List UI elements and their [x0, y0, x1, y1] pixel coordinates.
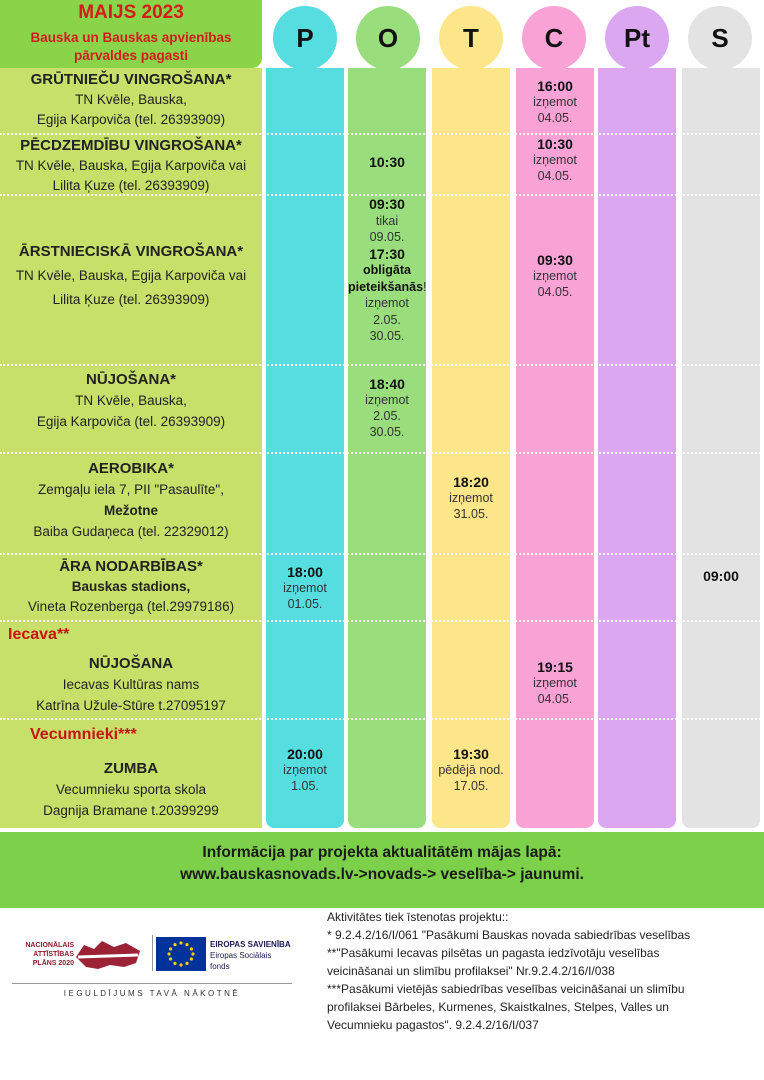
schedule-cell [516, 136, 594, 184]
session-note: izņemot [533, 153, 577, 167]
activity-location: Bauskas stadions, [71, 579, 191, 594]
slogan: IEGULDĪJUMS TAVĀ NĀKOTNĒ [63, 989, 241, 998]
session-time: 09:30 [537, 252, 573, 268]
page-title: MAIJS 2023 [78, 2, 184, 23]
schedule-cell [432, 474, 510, 522]
activity-contact: Baiba Gudaņeca (tel. 22329012) [33, 524, 229, 539]
nap-logo-text [12, 941, 74, 968]
schedule-cell [348, 154, 426, 170]
activity-contact: Egija Karpoviča (tel. 26393909) [36, 112, 226, 127]
eu-logo-text [210, 939, 302, 972]
session-note: izņemot [533, 269, 577, 283]
session-date: 2.05. [373, 409, 401, 423]
eu-line: fonds [210, 962, 230, 971]
logos-block [12, 935, 302, 1005]
column-saturday [682, 68, 760, 828]
session-note: ! [423, 279, 427, 294]
row-divider [0, 364, 764, 366]
nap-line: ATTĪSTĪBAS [33, 951, 74, 958]
session-time: 19:30 [453, 746, 489, 762]
day-circle-p: P [273, 6, 337, 70]
schedule-cell [432, 746, 510, 794]
activity-location: Iecavas Kultūras nams [62, 677, 200, 692]
row-divider [0, 553, 764, 555]
activity-title: GRŪTNIEČU VINGROŠANA* [30, 71, 232, 88]
session-date: 04.05. [537, 169, 573, 183]
eu-flag-icon [156, 937, 206, 971]
activity-aerobika [0, 458, 262, 542]
row-divider [0, 718, 764, 720]
activity-contact: Vineta Rozenberga (tel.29979186) [27, 599, 235, 614]
note-line: profilaksei Bārbeles, Kurmenes, Skaistkalnes, Stelpes, Valles un [327, 1000, 669, 1014]
session-time: 10:30 [537, 136, 573, 152]
session-date: 30.05. [369, 425, 405, 439]
row-divider [0, 133, 764, 135]
session-note: izņemot [533, 676, 577, 690]
nap-line: NACIONĀLAIS [25, 942, 74, 949]
session-date: 09.05. [369, 230, 405, 244]
activity-ara-nodarbibas [0, 557, 262, 617]
activity-title: AEROBIKA* [88, 460, 174, 477]
session-date: 1.05. [291, 779, 319, 793]
session-date: 2.05. [373, 312, 401, 327]
activity-iecava-nujosana [0, 653, 262, 716]
activity-title: ĀRSTNIECISKĀ VINGROŠANA* [18, 243, 244, 260]
activity-location: TN Kvēle, Bauska, [75, 393, 187, 408]
column-tuesday [348, 68, 426, 828]
latvia-map-icon [74, 937, 144, 973]
page-subtitle-line2: pārvaldes pagasti [73, 48, 189, 63]
session-date: 04.05. [537, 285, 573, 299]
session-time: 09:00 [703, 568, 739, 584]
activity-contact: Lilita Ķuze (tel. 26393909) [52, 292, 210, 307]
session-time: 16:00 [537, 78, 573, 94]
activity-pecdzemdibu [0, 136, 262, 196]
session-date: 17.05. [453, 779, 489, 793]
info-line1: Informācija par projekta aktualitātēm mājas lapā: [202, 844, 562, 861]
activity-title: PĒCDZEMDĪBU VINGROŠANA* [20, 137, 242, 154]
activity-location: TN Kvēle, Bauska, Egija Karpoviča vai [15, 268, 247, 283]
activity-title: NŪJOŠANA* [85, 371, 176, 388]
session-note: pieteikšanās [348, 279, 424, 294]
session-note: izņemot [449, 491, 493, 505]
activity-contact: Egija Karpoviča (tel. 26393909) [36, 414, 226, 429]
schedule-cell [516, 78, 594, 126]
schedule-cell [516, 252, 594, 300]
day-circle-t: T [439, 6, 503, 70]
session-date: 31.05. [453, 507, 489, 521]
session-note: pēdējā nod. [438, 763, 504, 777]
schedule-cell [266, 746, 344, 794]
info-website[interactable]: www.bauskasnovads.lv->novads-> veselība-> jaunumi. [180, 866, 584, 883]
session-date: 30.05. [369, 329, 405, 343]
schedule-cell [266, 564, 344, 612]
note-line: * 9.2.4.2/16/I/061 "Pasākumi Bauskas novada sabiedrības veselības [327, 928, 691, 942]
session-time: 19:15 [537, 659, 573, 675]
activity-contact: Lilita Ķuze (tel. 26393909) [52, 178, 210, 193]
session-date: 04.05. [537, 692, 573, 706]
session-note: izņemot [283, 581, 327, 595]
schedule-cell [348, 376, 426, 440]
day-circle-c: C [522, 6, 586, 70]
session-date: 04.05. [537, 111, 573, 125]
notes-intro: Aktivitātes tiek īstenotas projektu:: [327, 910, 509, 924]
note-line: veicināšanai un slimību profilaksei" Nr.9.2.4.2/16/I/038 [327, 964, 615, 978]
activity-place: Mežotne [104, 503, 158, 518]
note-line: **"Pasākumi Iecavas pilsētas un pagasta iedzīvotāju veselības [327, 946, 660, 960]
activity-nujosana [0, 369, 262, 432]
activity-zumba [0, 758, 262, 821]
activity-location: TN Kvēle, Bauska, Egija Karpoviča vai [15, 158, 247, 173]
logo-divider [152, 935, 153, 971]
project-notes [327, 908, 757, 1034]
session-note: izņemot [365, 296, 409, 310]
session-time: 20:00 [287, 746, 323, 762]
column-monday [266, 68, 344, 828]
activity-title: ZUMBA [103, 760, 159, 777]
row-divider [0, 620, 764, 622]
logo-rule [12, 983, 292, 984]
day-circle-o: O [356, 6, 420, 70]
activity-location: TN Kvēle, Bauska, [75, 92, 187, 107]
session-time: 17:30 [369, 245, 405, 262]
column-friday [598, 68, 676, 828]
schedule-cell [682, 568, 760, 584]
session-time: 18:00 [287, 564, 323, 580]
session-note: tikai [375, 213, 399, 228]
schedule-cell [348, 196, 426, 345]
eu-line: EIROPAS SAVIENĪBA [210, 940, 291, 949]
session-note: izņemot [283, 763, 327, 777]
session-time: 18:20 [453, 474, 489, 490]
activity-contact: Katrīna Užule-Stūre t.27095197 [36, 698, 226, 713]
region-iecava: Iecava** [8, 626, 70, 643]
nap-line: PLĀNS 2020 [32, 960, 74, 967]
row-divider [0, 452, 764, 454]
note-line: Vecumnieku pagastos". 9.2.4.2/16/I/037 [327, 1018, 539, 1032]
day-circle-pt: Pt [605, 6, 669, 70]
activity-arstnieciska [0, 240, 262, 312]
activity-location: Zemgaļu iela 7, PII "Pasaulīte", [38, 482, 224, 497]
session-time: 09:30 [369, 196, 405, 212]
column-wednesday [432, 68, 510, 828]
eu-line: Eiropas Sociālais [210, 951, 272, 960]
session-time: 10:30 [369, 154, 405, 170]
session-date: 01.05. [287, 597, 323, 611]
session-note: izņemot [533, 95, 577, 109]
schedule-cell [516, 659, 594, 707]
note-line: ***Pasākumi vietējās sabiedrības veselības veicināšanai un slimību [327, 982, 685, 996]
region-vecumnieki: Vecumnieki*** [30, 726, 137, 743]
activity-grutniecu [0, 70, 262, 130]
session-note: obligāta [363, 263, 411, 277]
session-time: 18:40 [369, 376, 405, 392]
page-subtitle-line1: Bauska un Bauskas apvienības [30, 30, 232, 45]
day-circle-s: S [688, 6, 752, 70]
session-note: izņemot [365, 393, 409, 407]
activity-contact: Dagnija Bramane t.20399299 [43, 803, 219, 818]
activity-title: ĀRA NODARBĪBAS* [59, 558, 203, 575]
activity-title: NŪJOŠANA [88, 655, 174, 672]
activity-location: Vecumnieku sporta skola [55, 782, 207, 797]
